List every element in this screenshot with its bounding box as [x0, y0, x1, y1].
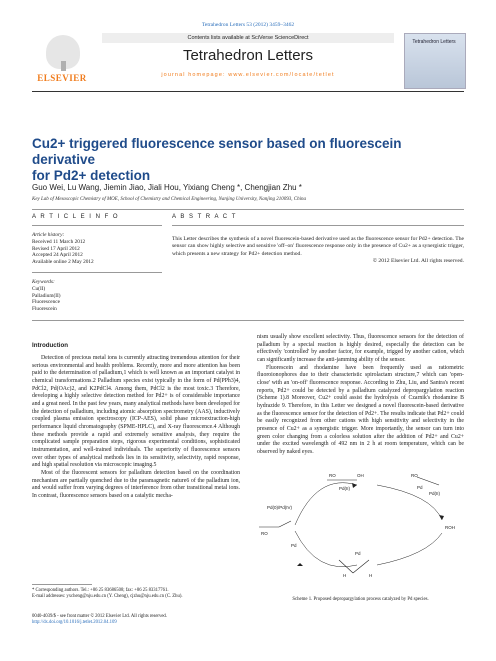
reaction-scheme-svg	[257, 465, 464, 583]
bond	[353, 560, 369, 573]
keyword: Fluorescence	[32, 299, 60, 306]
title-line-2: for Pd2+ detection	[32, 168, 151, 183]
abstract-text: This Letter describes the synthesis of a novel fluorescein-based derivative used as the fluorescence sensor for Pd2+ detection. The sensor can show highly selective and sensitive 'off–on' fluorescence response only in the presence of Cu2+ as a synergistic trigger, which presents a new strategy for Pd2+ detection method.	[172, 236, 464, 257]
keyword: Palladium(II)	[32, 292, 61, 299]
divider	[32, 209, 464, 210]
arrow-head	[352, 483, 357, 488]
keywords-label: Keywords:	[32, 279, 55, 285]
elsevier-logo	[32, 33, 92, 87]
affiliation: Key Lab of Mesoscopic Chemistry of MOE, School of Chemistry and Chemical Engineering, Nanjing University, Nanjing 210093, China	[32, 197, 307, 202]
keyword: Fluorescein	[32, 306, 57, 313]
scheme-label: Pd(II)	[339, 486, 351, 491]
footnote-rule	[32, 584, 92, 585]
scheme-label: Pd(II)	[429, 491, 441, 496]
contents-banner[interactable]: Contents lists available at SciVerse ScienceDirect	[102, 33, 394, 43]
scheme-label: RO	[329, 473, 336, 478]
history-label: Article history:	[32, 232, 65, 238]
header-rule	[32, 91, 464, 92]
body-paragraph: nism usually show excellent selectivity. Thus, fluorescence sensors for the detection of palladium by a special reaction is highly desired, especially the detection can be effectively 'controlled' by another factor, for example, trigged by another cation, which can significantly increase the anti-jamming ability of the sensor.	[257, 334, 464, 363]
title-line-1: Cu2+ triggered fluorescence sensor based on fluorescein derivative	[32, 136, 402, 167]
issn-line: 0040-4039/$ - see front matter © 2012 Elsevier Ltd. All rights reserved.	[32, 614, 167, 619]
divider	[32, 272, 162, 273]
scheme-label: ROH	[445, 525, 455, 530]
author-list: Guo Wei, Lu Wang, Jiemin Jiao, Jiali Hou, Yixiang Cheng *, Chengjian Zhu *	[32, 183, 302, 192]
scheme-label: RO	[411, 473, 418, 478]
journal-homepage[interactable]: journal homepage: www.elsevier.com/locate/tetlet	[161, 72, 335, 78]
introduction-heading: Introduction	[32, 342, 69, 349]
scheme-label: H	[369, 573, 373, 578]
journal-citation[interactable]: Tetrahedron Letters 53 (2012) 3459–3462	[201, 22, 295, 28]
cycle-arrow	[377, 533, 442, 565]
corresponding-note: * Corresponding authors. Tel.: +86 25 83686508; fax: +86 25 83317761.	[32, 588, 169, 593]
scheme-label: Pd	[355, 551, 361, 556]
bond	[339, 560, 353, 573]
footnote	[32, 588, 242, 600]
body-paragraph: Fluorescein and rhodamine have been frequently used as ratiometric fluoroionophores due to their characteristic spirolactam structure,7 which can 'open-close' with an 'on-off' fluorescence response. According to Zhu, Liu, and Santra's recent reports, Pd2+ could be detected by a palladium catalyzed depropargylation reaction (Scheme 1).8 Moreover, Cu2+ could assist the hydrolysis of Czarnik's rhodamine B hydrazide 9. Therefore, in this Letter we designed a novel fluorescein-based derivative as the fluorescence sensor for the detection of Pd2+. The results indicate that Pd2+ could be easily recognized from other cations with high sensitivity and selectivity in the presence of Cu2+ as a synergistic trigger. More importantly, the sensor can turn into green color changing from a colorless solution after the addition of Pd2+ and Cu2+ under the excited wavelength of 492 nm in 2 h at room temperature, which can be observed by naked eyes.	[257, 364, 464, 455]
scheme-label: Pd	[417, 485, 423, 490]
abstract-copyright: © 2012 Elsevier Ltd. All rights reserved.	[372, 258, 464, 264]
doi-link[interactable]: http://dx.doi.org/10.1016/j.tetlet.2012.04.109	[32, 620, 117, 626]
article-title	[32, 136, 452, 184]
scheme-label: OH	[357, 473, 364, 478]
divider	[32, 320, 464, 321]
masthead-center	[102, 33, 394, 87]
history-accepted: Accepted 24 April 2012	[32, 252, 83, 259]
keyword: Cu(II)	[32, 285, 46, 292]
scheme-label: H	[343, 573, 347, 578]
divider	[32, 225, 162, 226]
history-online: Available online 2 May 2012	[32, 259, 94, 266]
scheme-label: Pd(0)/Pd(IV)	[267, 505, 293, 510]
bond	[417, 477, 439, 485]
arrow-head	[297, 563, 303, 566]
article-history	[32, 232, 162, 266]
left-column	[32, 355, 240, 500]
body-paragraph: Detection of precious metal ions is currently attracting tremendous attention for their serious environmental and health problems. Recently, more and more attention has been paid to the determination of palladium,1 which is well known as an important catalyst in chemical transformations.2 Palladium species exist typically in the form of Pd(PPh3)4, PdCl2, Pd(OAc)2, and K2PdCl4. Among them, PdCl2 is the most toxic.3 Therefore, developing a highly selective detection method for Pd2+ is of considerable importance and a great need. In the past few years, many analytical methods have been developed for the detection of palladium, including atomic absorption spectrometry (AAS), inductively coupled plasma emission spectroscopy (ICP-AES), solid phase microextraction-high performance liquid chromatography (SPME-HPLC), and X-ray fluorescence.4 Although these methods provide a rapid and extremely sensitive analysis, they require the complicated sample preparation steps, rigorous experimental conditions, sophisticated instrumentation, and well-trained individuals. The superiority of fluorescence sensors over other types of analytical methods lies in its sensitivity, selectivity, rapid response, and high spatial resolution via microscopic imaging.5	[32, 355, 240, 469]
cycle-arrow	[295, 531, 357, 567]
history-revised: Revised 17 April 2012	[32, 245, 80, 252]
abstract-heading: A B S T R A C T	[172, 214, 237, 220]
keywords	[32, 279, 162, 313]
right-column	[257, 334, 464, 457]
tree-trunk-icon	[61, 61, 66, 71]
email-note[interactable]: E-mail addresses: yxcheng@nju.edu.cn (Y. Cheng), cjzhu@nju.edu.cn (C. Zhu).	[32, 594, 183, 599]
divider	[172, 225, 464, 226]
scheme-caption: Scheme 1. Proposed depropargylation process catalyzed by Pd species.	[292, 597, 429, 602]
masthead	[32, 33, 464, 87]
scheme-label: Pd	[291, 543, 297, 548]
history-received: Received 11 March 2012	[32, 238, 86, 245]
body-paragraph: Most of the fluorescent sensors for palladium detection based on the coordination mechanism are partially quenched due to the paramagnetic nature6 of the palladium ion, and would suffer from varying degrees of interference from other transitional metal ions. In contrast, fluorescence sensors based on a catalytic mecha-	[32, 469, 240, 499]
cover-title: Tetrahedron Letters	[412, 39, 456, 45]
scheme-1-figure	[257, 465, 464, 583]
article-info-heading: A R T I C L E I N F O	[32, 214, 120, 220]
front-matter	[32, 614, 252, 627]
publisher-name: ELSEVIER	[37, 73, 87, 83]
scheme-label: RO	[261, 531, 268, 536]
bond	[279, 521, 291, 527]
journal-title: Tetrahedron Letters	[182, 47, 314, 64]
